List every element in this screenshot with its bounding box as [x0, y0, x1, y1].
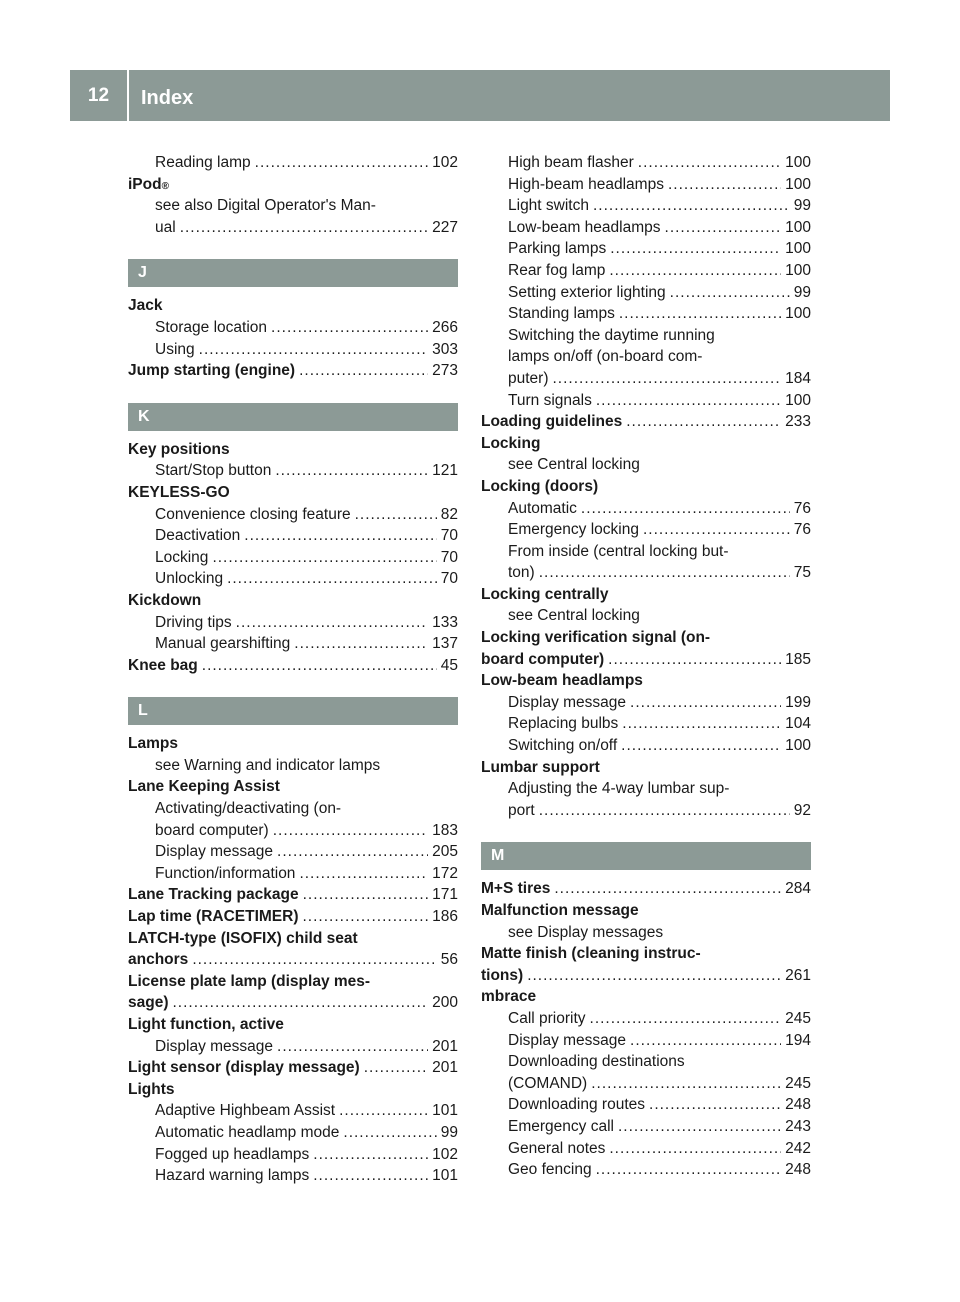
entry-label: Locking [155, 548, 209, 566]
entry-label: High-beam headlamps [508, 175, 664, 193]
page-reference[interactable]: 104 [785, 715, 811, 733]
index-subentry [128, 1165, 458, 1187]
index-subentry [481, 562, 811, 584]
page-reference[interactable]: 303 [432, 340, 458, 358]
index-subentry [481, 325, 811, 347]
entry-label: Rear fog lamp [508, 261, 606, 279]
entry-label: Activating/deactivating (on- [155, 800, 342, 818]
dot-leader [609, 1138, 781, 1160]
page-reference[interactable]: 99 [793, 197, 811, 215]
entry-label: M+S tires [481, 880, 551, 898]
index-subentry [481, 713, 811, 735]
dot-leader [173, 992, 429, 1014]
entry-label: Display message [508, 1031, 627, 1049]
dot-leader [554, 878, 781, 900]
index-subentry [481, 735, 811, 757]
index-entry [128, 992, 458, 1014]
dot-leader [527, 965, 781, 987]
entry-label: Light sensor (display message) [128, 1059, 360, 1077]
entry-label: Switching on/off [508, 737, 618, 755]
index-subentry [128, 152, 458, 174]
entry-label: mbrace [481, 988, 537, 1006]
entry-label: Convenience closing feature [155, 505, 351, 523]
entry-label: Fogged up headlamps [155, 1145, 310, 1163]
index-subentry [128, 820, 458, 842]
entry-label: Knee bag [128, 656, 198, 674]
page-number: 12 [87, 84, 110, 106]
entry-label: LATCH-type (ISOFIX) child seat [128, 929, 358, 947]
index-subentry [128, 633, 458, 655]
page-reference[interactable]: 171 [432, 886, 458, 904]
index-subentry [481, 238, 811, 260]
entry-label: Lamps [128, 735, 178, 753]
entry-label: Adaptive Highbeam Assist [155, 1102, 336, 1120]
page-reference[interactable]: 133 [432, 613, 458, 631]
page-reference[interactable]: 201 [432, 1037, 458, 1055]
page-reference[interactable]: 184 [785, 369, 811, 387]
index-subentry [481, 1159, 811, 1181]
entry-label: Jump starting (engine) [128, 362, 296, 380]
page-reference[interactable]: 100 [785, 305, 811, 323]
index-subentry [481, 692, 811, 714]
dot-leader [665, 217, 782, 239]
dot-leader [610, 238, 781, 260]
entry-label: see Display messages [508, 923, 664, 941]
entry-label: Call priority [508, 1009, 586, 1027]
index-subentry [481, 390, 811, 412]
entry-label: see Central locking [508, 607, 640, 625]
index-entry [481, 900, 811, 922]
index-entry [481, 943, 811, 965]
entry-label: Low-beam headlamps [481, 672, 643, 690]
page-reference[interactable]: 266 [432, 318, 458, 336]
entry-label: Deactivation [155, 527, 241, 545]
dot-leader [202, 655, 437, 677]
entry-label: see Central locking [508, 456, 640, 474]
index-entry: iPod ® [128, 174, 458, 196]
dot-leader [581, 498, 790, 520]
dot-leader [670, 282, 790, 304]
dot-leader [271, 317, 428, 339]
index-entry [128, 1014, 458, 1036]
entry-label: Display message [155, 843, 274, 861]
index-subentry [128, 317, 458, 339]
entry-label: lamps on/off (on-board com- [508, 348, 703, 366]
header-divider [127, 70, 129, 121]
dot-leader [596, 390, 781, 412]
page-reference[interactable]: 261 [785, 966, 811, 984]
index-subentry [128, 798, 458, 820]
entry-label: iPod [128, 175, 162, 193]
index-entry [128, 949, 458, 971]
index-subentry [481, 1073, 811, 1095]
page-reference[interactable]: 92 [793, 801, 811, 819]
index-column-left [128, 152, 458, 1187]
index-subentry [481, 605, 811, 627]
entry-label: Matte finish (cleaning instruc- [481, 945, 701, 963]
page-reference[interactable]: 75 [793, 564, 811, 582]
dot-leader [244, 525, 436, 547]
index-entry [128, 482, 458, 504]
index-column-right [481, 152, 811, 1181]
dot-leader [313, 1165, 428, 1187]
dot-leader [630, 1030, 781, 1052]
dot-leader [539, 562, 790, 584]
page-reference[interactable]: 273 [432, 362, 458, 380]
entry-label: Lane Keeping Assist [128, 778, 280, 796]
index-subentry [481, 498, 811, 520]
entry-label: Locking (doors) [481, 477, 599, 495]
page-reference[interactable]: 137 [432, 635, 458, 653]
index-subentry [481, 1116, 811, 1138]
page-reference[interactable]: 70 [440, 548, 458, 566]
page-reference[interactable]: 185 [785, 650, 811, 668]
index-entry [128, 590, 458, 612]
entry-label: Locking centrally [481, 585, 609, 603]
dot-leader [277, 1036, 428, 1058]
index-entry [481, 670, 811, 692]
entry-label: Lights [128, 1080, 175, 1098]
dot-leader [212, 547, 436, 569]
index-subentry [128, 1122, 458, 1144]
entry-label: Standing lamps [508, 305, 615, 323]
page-title: Index [141, 87, 194, 109]
entry-label: Using [155, 340, 195, 358]
page-reference[interactable]: 100 [785, 737, 811, 755]
entry-label: Automatic [508, 499, 577, 517]
entry-label: Reading lamp [155, 154, 251, 171]
index-entry [128, 655, 458, 677]
entry-label: Turn signals [508, 391, 592, 409]
entry-label: Replacing bulbs [508, 715, 619, 733]
page-reference[interactable]: 100 [785, 154, 811, 171]
page-reference[interactable]: 102 [432, 154, 458, 171]
index-entry [481, 878, 811, 900]
entry-label: Hazard warning lamps [155, 1167, 310, 1185]
entry-label: Setting exterior lighting [508, 283, 666, 301]
index-entry [128, 1057, 458, 1079]
index-subentry [128, 195, 458, 217]
index-subentry [481, 217, 811, 239]
entry-label: tions) [481, 966, 524, 984]
index-entry [481, 411, 811, 433]
entry-label: anchors [128, 951, 189, 969]
index-subentry [128, 841, 458, 863]
entry-label: Emergency locking [508, 521, 639, 539]
dot-leader [303, 884, 429, 906]
page-reference[interactable]: 82 [440, 505, 458, 523]
dot-leader [192, 949, 436, 971]
section-letter-header: M [481, 842, 811, 870]
entry-label: Jack [128, 297, 163, 315]
entry-label: Downloading destinations [508, 1053, 685, 1071]
entry-label: Key positions [128, 440, 230, 458]
index-entry [481, 757, 811, 779]
index-entry [128, 295, 458, 317]
entry-label: see also Digital Operator's Man- [155, 197, 376, 215]
index-subentry [128, 568, 458, 590]
dot-leader [273, 820, 428, 842]
entry-label: Light function, active [128, 1016, 284, 1033]
dot-leader [608, 649, 781, 671]
section-letter-header: L [128, 697, 458, 725]
index-subentry [481, 1008, 811, 1030]
index-entry [481, 627, 811, 649]
index-subentry [128, 525, 458, 547]
dot-leader [643, 519, 790, 541]
entry-label: License plate lamp (display mes- [128, 972, 371, 990]
index-entry [128, 1079, 458, 1101]
page-reference[interactable]: 102 [432, 1145, 458, 1163]
dot-leader [277, 841, 428, 863]
dot-leader [303, 906, 429, 928]
index-subentry [128, 1100, 458, 1122]
entry-label: KEYLESS-GO [128, 483, 230, 501]
index-entry [128, 439, 458, 461]
index-subentry [481, 260, 811, 282]
index-entry [128, 928, 458, 950]
index-subentry [481, 303, 811, 325]
entry-label: port [508, 801, 535, 819]
entry-label: Loading guidelines [481, 413, 623, 431]
index-subentry [128, 1036, 458, 1058]
entry-label: puter) [508, 369, 549, 387]
dot-leader [355, 504, 437, 526]
page-reference[interactable]: 100 [785, 391, 811, 409]
index-subentry [481, 195, 811, 217]
index-subentry [481, 368, 811, 390]
section-letter-header: K [128, 403, 458, 431]
entry-label: Driving tips [155, 613, 232, 631]
page-reference[interactable]: 201 [432, 1059, 458, 1077]
entry-label: Parking lamps [508, 240, 607, 258]
dot-leader [609, 260, 781, 282]
entry-label: Lumbar support [481, 758, 600, 776]
index-entry [128, 884, 458, 906]
entry-label: From inside (central locking but- [508, 542, 729, 560]
index-subentry [481, 174, 811, 196]
entry-label: Lane Tracking package [128, 886, 299, 904]
entry-label: Light switch [508, 197, 589, 215]
index-subentry [481, 800, 811, 822]
dot-leader [294, 633, 428, 655]
entry-label: Display message [508, 693, 627, 711]
entry-label: Storage location [155, 318, 268, 336]
entry-label: Kickdown [128, 591, 202, 609]
page-reference[interactable]: 100 [785, 218, 811, 236]
page-reference[interactable]: 186 [432, 908, 458, 926]
page-reference[interactable]: 56 [440, 951, 458, 969]
section-letter-header: J [128, 259, 458, 287]
page-reference[interactable]: 233 [785, 413, 811, 431]
entry-label: ton) [508, 564, 535, 582]
index-subentry [481, 1138, 811, 1160]
page-reference[interactable]: 45 [440, 656, 458, 674]
index-subentry [128, 1144, 458, 1166]
index-subentry [128, 217, 458, 239]
page-reference[interactable]: 100 [785, 175, 811, 193]
dot-leader [199, 339, 428, 361]
dot-leader [180, 217, 428, 239]
index-entry [128, 776, 458, 798]
page-reference[interactable]: 248 [785, 1161, 811, 1179]
page-reference[interactable]: 101 [432, 1102, 458, 1120]
dot-leader [590, 1008, 782, 1030]
page-reference[interactable]: 248 [785, 1096, 811, 1114]
page-reference[interactable]: 101 [432, 1167, 458, 1185]
entry-label: High beam flasher [508, 154, 634, 171]
page-reference[interactable]: 70 [440, 527, 458, 545]
dot-leader [255, 152, 428, 174]
index-subentry [481, 152, 811, 174]
dot-leader [649, 1094, 781, 1116]
page-reference[interactable]: 200 [432, 994, 458, 1012]
entry-label: board computer) [481, 650, 605, 668]
page-reference[interactable]: 99 [440, 1123, 458, 1141]
index-entry [481, 476, 811, 498]
page-reference[interactable]: 100 [785, 240, 811, 258]
dot-leader [619, 303, 781, 325]
dot-leader [638, 152, 781, 174]
index-subentry [481, 778, 811, 800]
index-entry [481, 584, 811, 606]
page-reference[interactable]: 227 [432, 218, 458, 236]
entry-label: Start/Stop button [155, 462, 272, 480]
dot-leader [591, 1073, 781, 1095]
index-entry [128, 360, 458, 382]
dot-leader [343, 1122, 436, 1144]
dot-leader [596, 1159, 782, 1181]
page-reference[interactable]: 199 [785, 693, 811, 711]
page-reference[interactable]: 99 [793, 283, 811, 301]
index-subentry [128, 504, 458, 526]
page-reference[interactable]: 172 [432, 864, 458, 882]
page-reference[interactable]: 242 [785, 1139, 811, 1157]
entry-label: Locking verification signal (on- [481, 629, 711, 647]
entry-label: Automatic headlamp mode [155, 1123, 340, 1141]
index-entry [128, 971, 458, 993]
page-reference[interactable]: 100 [785, 261, 811, 279]
entry-label: General notes [508, 1139, 606, 1157]
entry-label: Adjusting the 4-way lumbar sup- [508, 780, 730, 798]
page-reference[interactable]: 205 [432, 843, 458, 861]
index-subentry [481, 454, 811, 476]
index-entry [481, 433, 811, 455]
dot-leader [622, 713, 781, 735]
index-subentry [481, 346, 811, 368]
index-entry [128, 906, 458, 928]
dot-leader [539, 800, 790, 822]
index-entry [481, 649, 811, 671]
index-entry [481, 986, 811, 1008]
dot-leader [227, 568, 437, 590]
dot-leader [299, 863, 428, 885]
index-entry [481, 965, 811, 987]
page-reference[interactable]: 194 [785, 1031, 811, 1049]
index-subentry [128, 612, 458, 634]
entry-label: Locking [481, 434, 541, 452]
entry-label: see Warning and indicator lamps [155, 756, 381, 774]
index-subentry [128, 339, 458, 361]
entry-label: Low-beam headlamps [508, 218, 661, 236]
page-reference[interactable]: 76 [793, 499, 811, 517]
dot-leader [626, 411, 781, 433]
index-subentry [128, 755, 458, 777]
page-reference[interactable]: 70 [440, 570, 458, 588]
entry-label: (COMAND) [508, 1074, 588, 1092]
dot-leader [668, 174, 781, 196]
index-subentry [481, 922, 811, 944]
index-subentry [128, 460, 458, 482]
page-reference[interactable]: 243 [785, 1117, 811, 1135]
entry-label: Function/information [155, 864, 296, 882]
entry-label: board computer) [155, 821, 269, 839]
dot-leader [618, 1116, 781, 1138]
index-subentry [481, 541, 811, 563]
dot-leader [236, 612, 428, 634]
index-subentry [481, 1051, 811, 1073]
entry-label: Malfunction message [481, 902, 639, 919]
page-reference[interactable]: 76 [793, 521, 811, 539]
entry-label: Downloading routes [508, 1096, 646, 1114]
entry-label: Geo fencing [508, 1161, 592, 1179]
dot-leader [339, 1100, 428, 1122]
entry-label: Display message [155, 1037, 274, 1055]
entry-label: Lap time (RACETIMER) [128, 908, 299, 926]
dot-leader [593, 195, 790, 217]
index-subentry [481, 1094, 811, 1116]
page-reference[interactable]: 245 [785, 1009, 811, 1027]
page-header [70, 70, 890, 121]
page-reference[interactable]: 284 [785, 880, 811, 898]
entry-label: ual [155, 218, 176, 236]
page-reference[interactable]: 121 [432, 462, 458, 480]
index-entry [128, 733, 458, 755]
entry-label: Emergency call [508, 1117, 614, 1135]
entry-label: Switching the daytime running [508, 326, 715, 344]
dot-leader [630, 692, 781, 714]
dot-leader [299, 360, 428, 382]
dot-leader [553, 368, 782, 390]
dot-leader [313, 1144, 428, 1166]
entry-label: sage) [128, 994, 169, 1012]
dot-leader [275, 460, 428, 482]
entry-label: Unlocking [155, 570, 224, 588]
index-subentry [481, 1030, 811, 1052]
page-reference[interactable]: 245 [785, 1074, 811, 1092]
index-subentry [128, 547, 458, 569]
index-subentry [481, 282, 811, 304]
dot-leader [621, 735, 781, 757]
dot-leader [364, 1057, 428, 1079]
entry-label: Manual gearshifting [155, 635, 291, 653]
index-subentry [128, 863, 458, 885]
page-reference[interactable]: 183 [432, 821, 458, 839]
index-subentry [481, 519, 811, 541]
